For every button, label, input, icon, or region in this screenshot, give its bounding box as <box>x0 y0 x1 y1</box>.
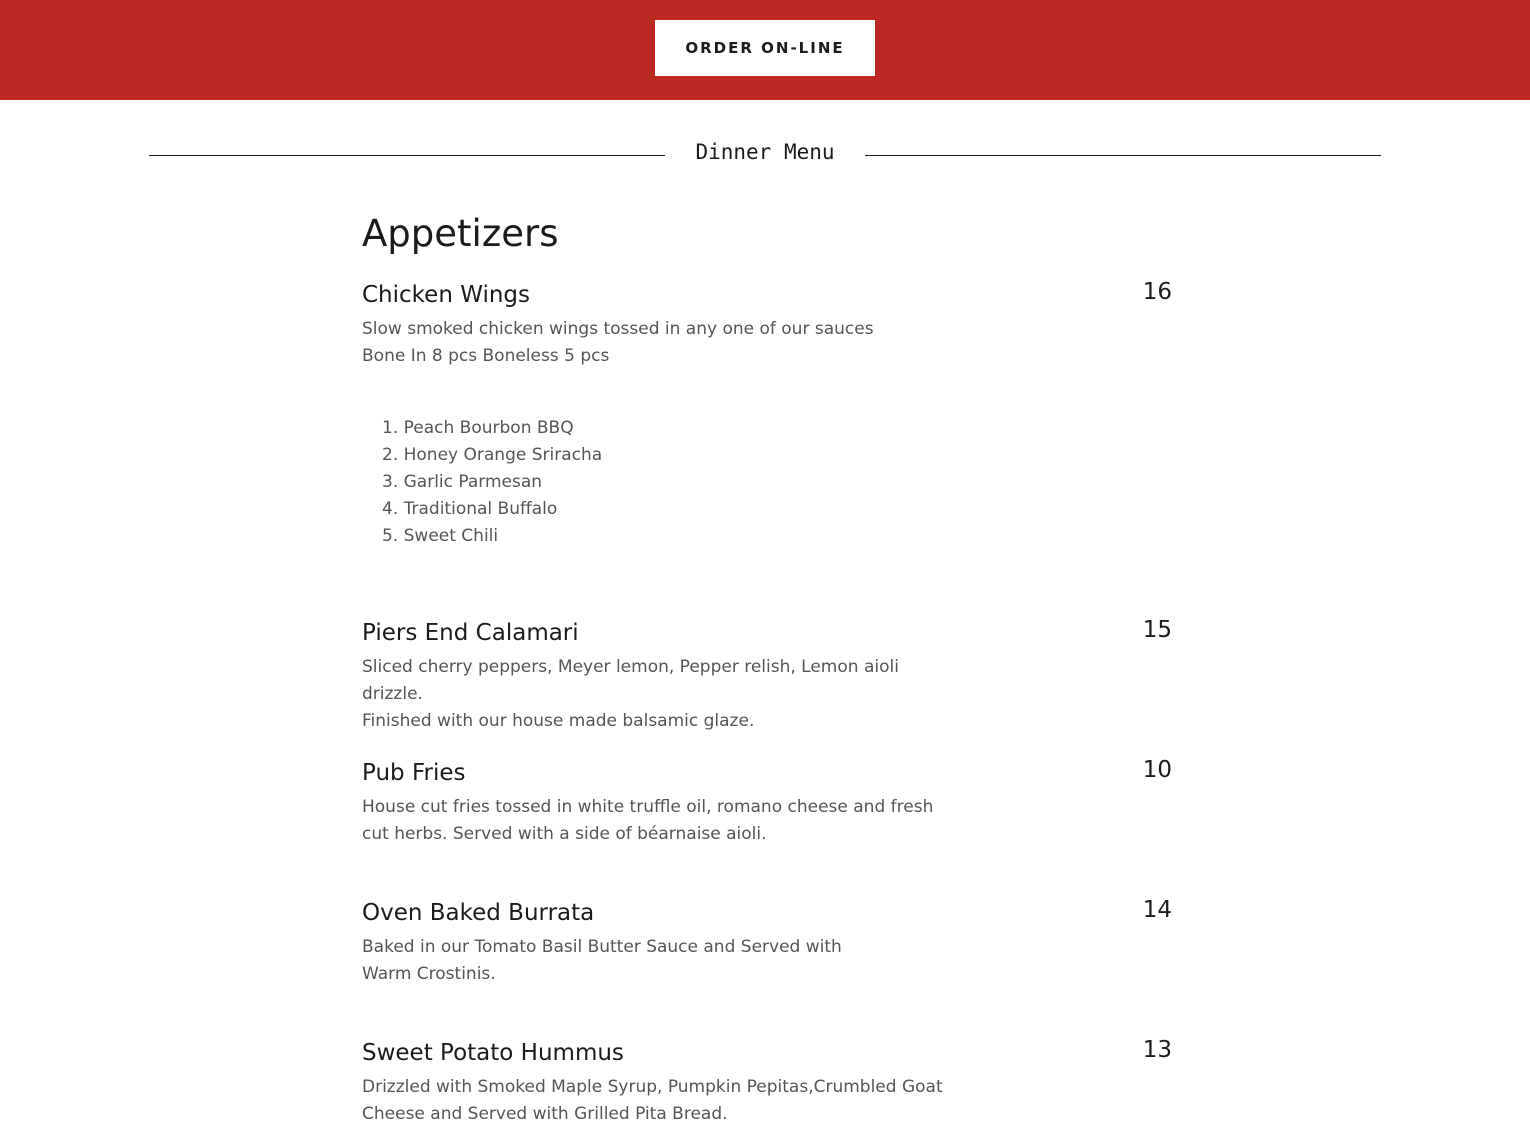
sauce-item: 2. Honey Orange Sriracha <box>382 445 603 465</box>
item-description-line: Baked in our Tomato Basil Butter Sauce and Served with <box>362 937 842 957</box>
item-price: 13 <box>1142 1037 1172 1063</box>
menu-title-divider <box>149 130 1381 180</box>
sauce-item: 1. Peach Bourbon BBQ <box>382 418 574 438</box>
item-description-line: cut herbs. Served with a side of béarnaise aioli. <box>362 824 767 844</box>
item-description <box>362 794 962 848</box>
item-description <box>362 934 962 988</box>
item-name: Pub Fries <box>362 760 466 786</box>
item-description-line: Cheese and Served with Grilled Pita Bread. <box>362 1104 728 1124</box>
item-price: 14 <box>1142 897 1172 923</box>
item-description <box>362 1074 962 1128</box>
item-price: 16 <box>1142 279 1172 305</box>
item-price: 15 <box>1142 617 1172 643</box>
header-bar <box>0 0 1530 100</box>
menu-title: Dinner Menu <box>695 140 835 164</box>
item-name: Oven Baked Burrata <box>362 900 595 926</box>
item-price: 10 <box>1142 757 1172 783</box>
item-description-line: Finished with our house made balsamic glaze. <box>362 711 755 731</box>
item-name: Piers End Calamari <box>362 620 579 646</box>
divider-line-right <box>865 155 1381 156</box>
sauce-item: 4. Traditional Buffalo <box>382 499 558 519</box>
sauce-list <box>382 415 602 550</box>
item-description-line: Warm Crostinis. <box>362 964 496 984</box>
sauce-item: 3. Garlic Parmesan <box>382 472 543 492</box>
divider-line-left <box>149 155 665 156</box>
item-description-line: Sliced cherry peppers, Meyer lemon, Pepper relish, Lemon aioli drizzle. <box>362 657 899 704</box>
item-name: Sweet Potato Hummus <box>362 1040 624 1066</box>
item-description-line: Slow smoked chicken wings tossed in any one of our sauces <box>362 319 874 339</box>
sauce-item: 5. Sweet Chili <box>382 526 499 546</box>
item-description-line: House cut fries tossed in white truffle oil, romano cheese and fresh <box>362 797 934 817</box>
item-description <box>362 316 962 370</box>
item-name: Chicken Wings <box>362 282 530 308</box>
item-description-line: Bone In 8 pcs Boneless 5 pcs <box>362 346 610 366</box>
item-description-line: Drizzled with Smoked Maple Syrup, Pumpkin Pepitas,Crumbled Goat <box>362 1077 943 1097</box>
order-online-button[interactable]: ORDER ON-LINE <box>655 20 875 76</box>
item-description <box>362 654 962 735</box>
section-heading-appetizers: Appetizers <box>362 212 559 255</box>
